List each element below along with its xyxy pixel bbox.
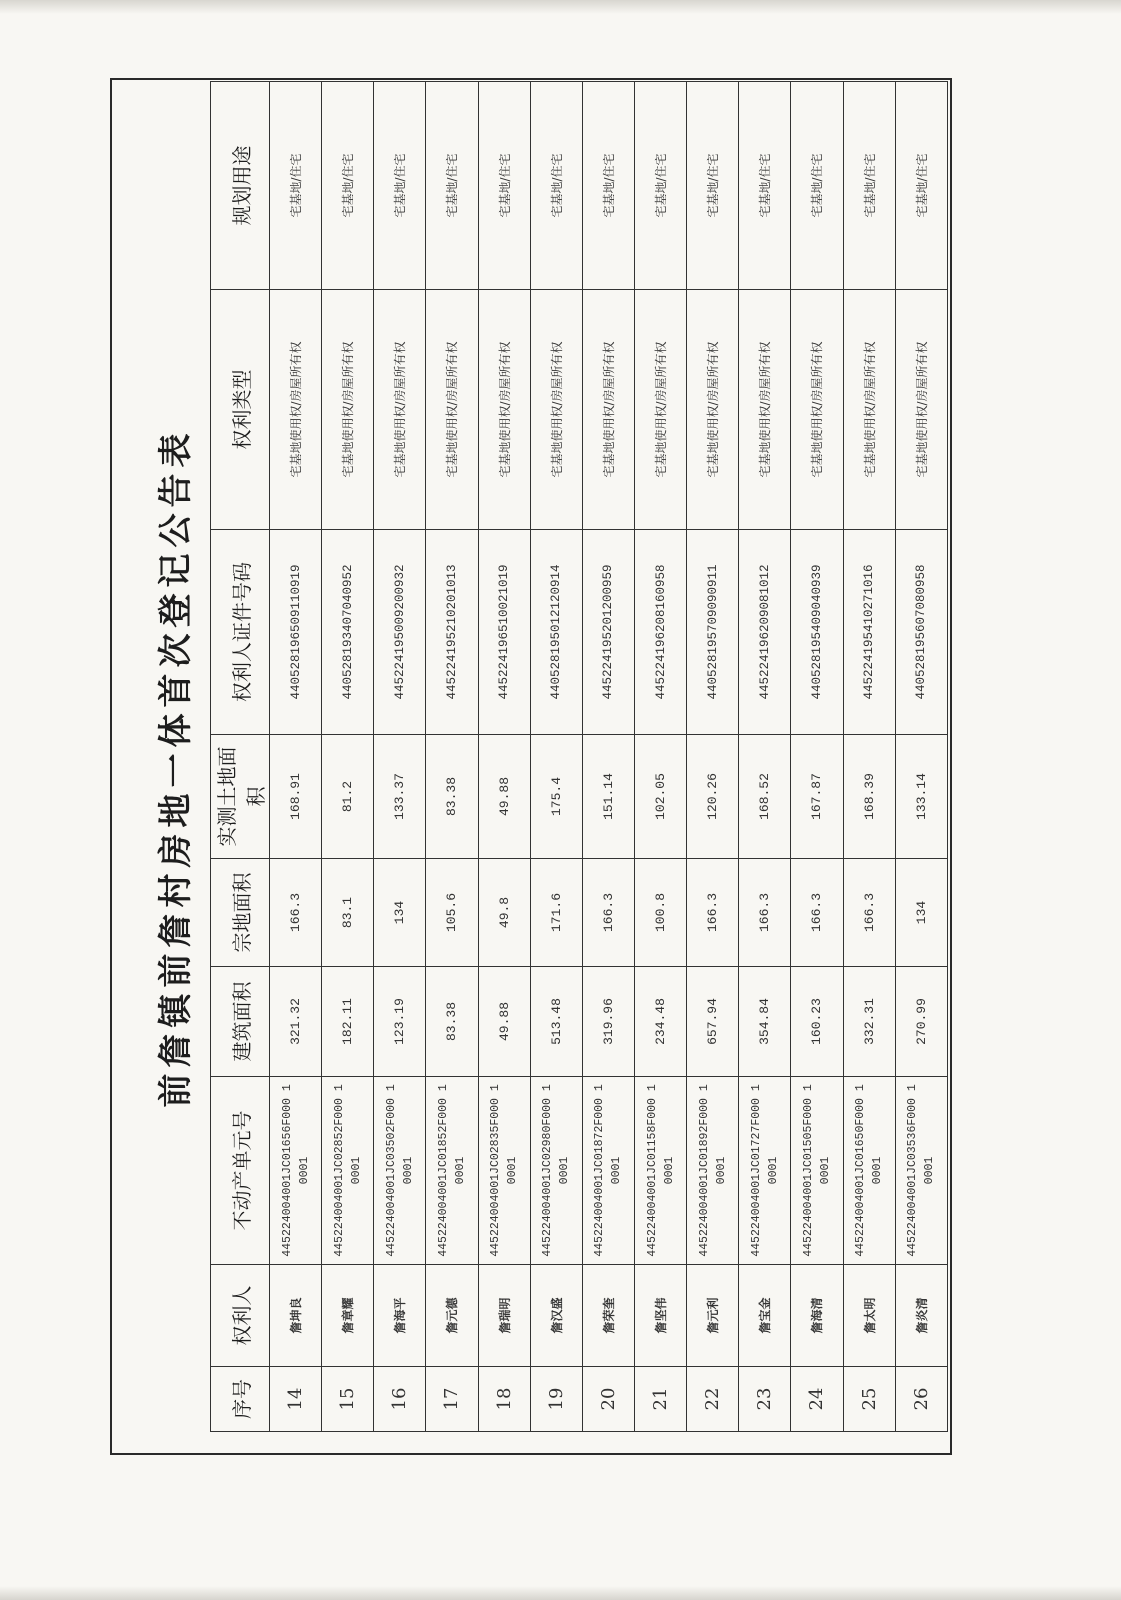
cell-unit-no: 445224004001JC01872F000 10001 [582,1077,634,1265]
cell-right-type: 宅基地使用权/房屋所有权 [374,290,426,530]
cell-seq: 25 [843,1367,895,1432]
cell-right-type: 宅基地使用权/房屋所有权 [791,290,843,530]
cell-building-area: 657.94 [687,967,739,1077]
cell-parcel-area: 171.6 [530,859,582,967]
cell-use: 宅基地/住宅 [322,82,374,290]
cell-unit-no: 445224004001JC03502F000 10001 [374,1077,426,1265]
cell-use: 宅基地/住宅 [582,82,634,290]
cell-building-area: 234.48 [634,967,686,1077]
cell-owner: 詹宝金 [739,1265,791,1367]
cell-measured-area: 167.87 [791,735,843,859]
cell-owner: 詹元利 [687,1265,739,1367]
cell-seq: 14 [270,1367,322,1432]
cell-owner: 詹瑞明 [478,1265,530,1367]
header-right-type: 权利类型 [211,290,270,530]
cell-unit-no: 445224004001JC01852F000 10001 [426,1077,478,1265]
document-title: 前詹镇前詹村房地一体首次登记公告表 [156,427,196,1108]
cell-measured-area: 133.37 [374,735,426,859]
table-body [270,82,948,1432]
cell-id-no: 440528193407040952 [322,530,374,735]
cell-owner: 詹海平 [374,1265,426,1367]
cell-id-no: 445224196209081012 [739,530,791,735]
cell-seq: 20 [582,1367,634,1432]
cell-use: 宅基地/住宅 [895,82,947,290]
registration-table [210,81,948,1432]
cell-unit-no: 445224004001JC02980F000 10001 [530,1077,582,1265]
cell-seq: 26 [895,1367,947,1432]
cell-seq: 23 [739,1367,791,1432]
cell-parcel-area: 83.1 [322,859,374,967]
table-row [687,82,739,1432]
cell-right-type: 宅基地使用权/房屋所有权 [895,290,947,530]
header-building-area: 建筑面积 [211,967,270,1077]
cell-seq: 21 [634,1367,686,1432]
cell-measured-area: 49.88 [478,735,530,859]
cell-measured-area: 102.05 [634,735,686,859]
cell-parcel-area: 105.6 [426,859,478,967]
cell-use: 宅基地/住宅 [530,82,582,290]
cell-right-type: 宅基地使用权/房屋所有权 [843,290,895,530]
table-row [426,82,478,1432]
cell-seq: 18 [478,1367,530,1432]
cell-use: 宅基地/住宅 [374,82,426,290]
header-measured-area: 实测土地面积 [211,735,270,859]
cell-measured-area: 83.38 [426,735,478,859]
cell-right-type: 宅基地使用权/房屋所有权 [582,290,634,530]
cell-owner: 詹元德 [426,1265,478,1367]
cell-owner: 詹海清 [791,1265,843,1367]
cell-id-no: 440528195409040939 [791,530,843,735]
cell-building-area: 49.88 [478,967,530,1077]
cell-seq: 16 [374,1367,426,1432]
cell-id-no: 445224195210201013 [426,530,478,735]
cell-right-type: 宅基地使用权/房屋所有权 [687,290,739,530]
cell-building-area: 332.31 [843,967,895,1077]
cell-measured-area: 168.91 [270,735,322,859]
cell-use: 宅基地/住宅 [843,82,895,290]
cell-measured-area: 175.4 [530,735,582,859]
table-row [895,82,947,1432]
scan-edge-bottom [0,1586,1121,1600]
cell-building-area: 123.19 [374,967,426,1077]
cell-id-no: 445224195009200932 [374,530,426,735]
table-row [739,82,791,1432]
cell-measured-area: 168.39 [843,735,895,859]
cell-unit-no: 445224004001JC01158F000 10001 [634,1077,686,1265]
cell-id-no: 445224195410271016 [843,530,895,735]
table-row [374,82,426,1432]
cell-unit-no: 445224004001JC02852F000 10001 [322,1077,374,1265]
cell-measured-area: 168.52 [739,735,791,859]
header-owner: 权利人 [211,1265,270,1367]
cell-building-area: 270.99 [895,967,947,1077]
table-row [791,82,843,1432]
cell-use: 宅基地/住宅 [687,82,739,290]
cell-id-no: 445224196510021019 [478,530,530,735]
cell-unit-no: 445224004001JC01892F000 10001 [687,1077,739,1265]
cell-use: 宅基地/住宅 [426,82,478,290]
cell-seq: 15 [322,1367,374,1432]
cell-use: 宅基地/住宅 [634,82,686,290]
cell-building-area: 83.38 [426,967,478,1077]
cell-building-area: 321.32 [270,967,322,1077]
cell-parcel-area: 134 [895,859,947,967]
cell-seq: 19 [530,1367,582,1432]
cell-id-no: 440528195012120914 [530,530,582,735]
cell-seq: 24 [791,1367,843,1432]
table-row [582,82,634,1432]
cell-building-area: 513.48 [530,967,582,1077]
cell-id-no: 440528195709090911 [687,530,739,735]
cell-right-type: 宅基地使用权/房屋所有权 [530,290,582,530]
header-id-no: 权利人证件号码 [211,530,270,735]
cell-parcel-area: 100.8 [634,859,686,967]
cell-id-no: 445224196208160958 [634,530,686,735]
cell-owner: 詹坚伟 [634,1265,686,1367]
cell-measured-area: 133.14 [895,735,947,859]
rotated-document [110,80,950,1455]
header-use: 规划用途 [211,82,270,290]
cell-parcel-area: 166.3 [791,859,843,967]
cell-parcel-area: 166.3 [843,859,895,967]
cell-right-type: 宅基地使用权/房屋所有权 [739,290,791,530]
cell-seq: 22 [687,1367,739,1432]
cell-measured-area: 81.2 [322,735,374,859]
cell-building-area: 319.96 [582,967,634,1077]
cell-unit-no: 445224004001JC01505F000 10001 [791,1077,843,1265]
cell-right-type: 宅基地使用权/房屋所有权 [426,290,478,530]
cell-right-type: 宅基地使用权/房屋所有权 [322,290,374,530]
header-unit-no: 不动产单元号 [211,1077,270,1265]
cell-owner: 詹荣奎 [582,1265,634,1367]
cell-unit-no: 445224004001JC01656F000 10001 [270,1077,322,1265]
cell-building-area: 354.84 [739,967,791,1077]
table-header-row [211,82,270,1432]
cell-right-type: 宅基地使用权/房屋所有权 [478,290,530,530]
cell-owner: 詹太明 [843,1265,895,1367]
cell-parcel-area: 166.3 [739,859,791,967]
cell-owner: 詹炎清 [895,1265,947,1367]
cell-unit-no: 445224004001JC01727F000 10001 [739,1077,791,1265]
cell-unit-no: 445224004001JC03536F000 10001 [895,1077,947,1265]
cell-building-area: 182.11 [322,967,374,1077]
cell-unit-no: 445224004001JC01650F000 10001 [843,1077,895,1265]
cell-use: 宅基地/住宅 [791,82,843,290]
cell-measured-area: 120.26 [687,735,739,859]
table-row [843,82,895,1432]
cell-unit-no: 445224004001JC02835F000 10001 [478,1077,530,1265]
cell-use: 宅基地/住宅 [478,82,530,290]
cell-right-type: 宅基地使用权/房屋所有权 [270,290,322,530]
cell-use: 宅基地/住宅 [270,82,322,290]
cell-parcel-area: 166.3 [270,859,322,967]
cell-use: 宅基地/住宅 [739,82,791,290]
header-parcel-area: 宗地面积 [211,859,270,967]
scan-edge-top [0,0,1121,14]
cell-parcel-area: 134 [374,859,426,967]
cell-parcel-area: 166.3 [687,859,739,967]
table-row [270,82,322,1432]
cell-parcel-area: 166.3 [582,859,634,967]
cell-id-no: 440528196509110919 [270,530,322,735]
header-seq: 序号 [211,1367,270,1432]
table-row [530,82,582,1432]
cell-owner: 詹章耀 [322,1265,374,1367]
cell-parcel-area: 49.8 [478,859,530,967]
cell-measured-area: 151.14 [582,735,634,859]
cell-id-no: 445224195201200959 [582,530,634,735]
cell-seq: 17 [426,1367,478,1432]
cell-building-area: 160.23 [791,967,843,1077]
table-row [478,82,530,1432]
cell-owner: 詹坤良 [270,1265,322,1367]
cell-id-no: 440528195607080958 [895,530,947,735]
table-row [322,82,374,1432]
table-row [634,82,686,1432]
cell-owner: 詹汉盛 [530,1265,582,1367]
cell-right-type: 宅基地使用权/房屋所有权 [634,290,686,530]
